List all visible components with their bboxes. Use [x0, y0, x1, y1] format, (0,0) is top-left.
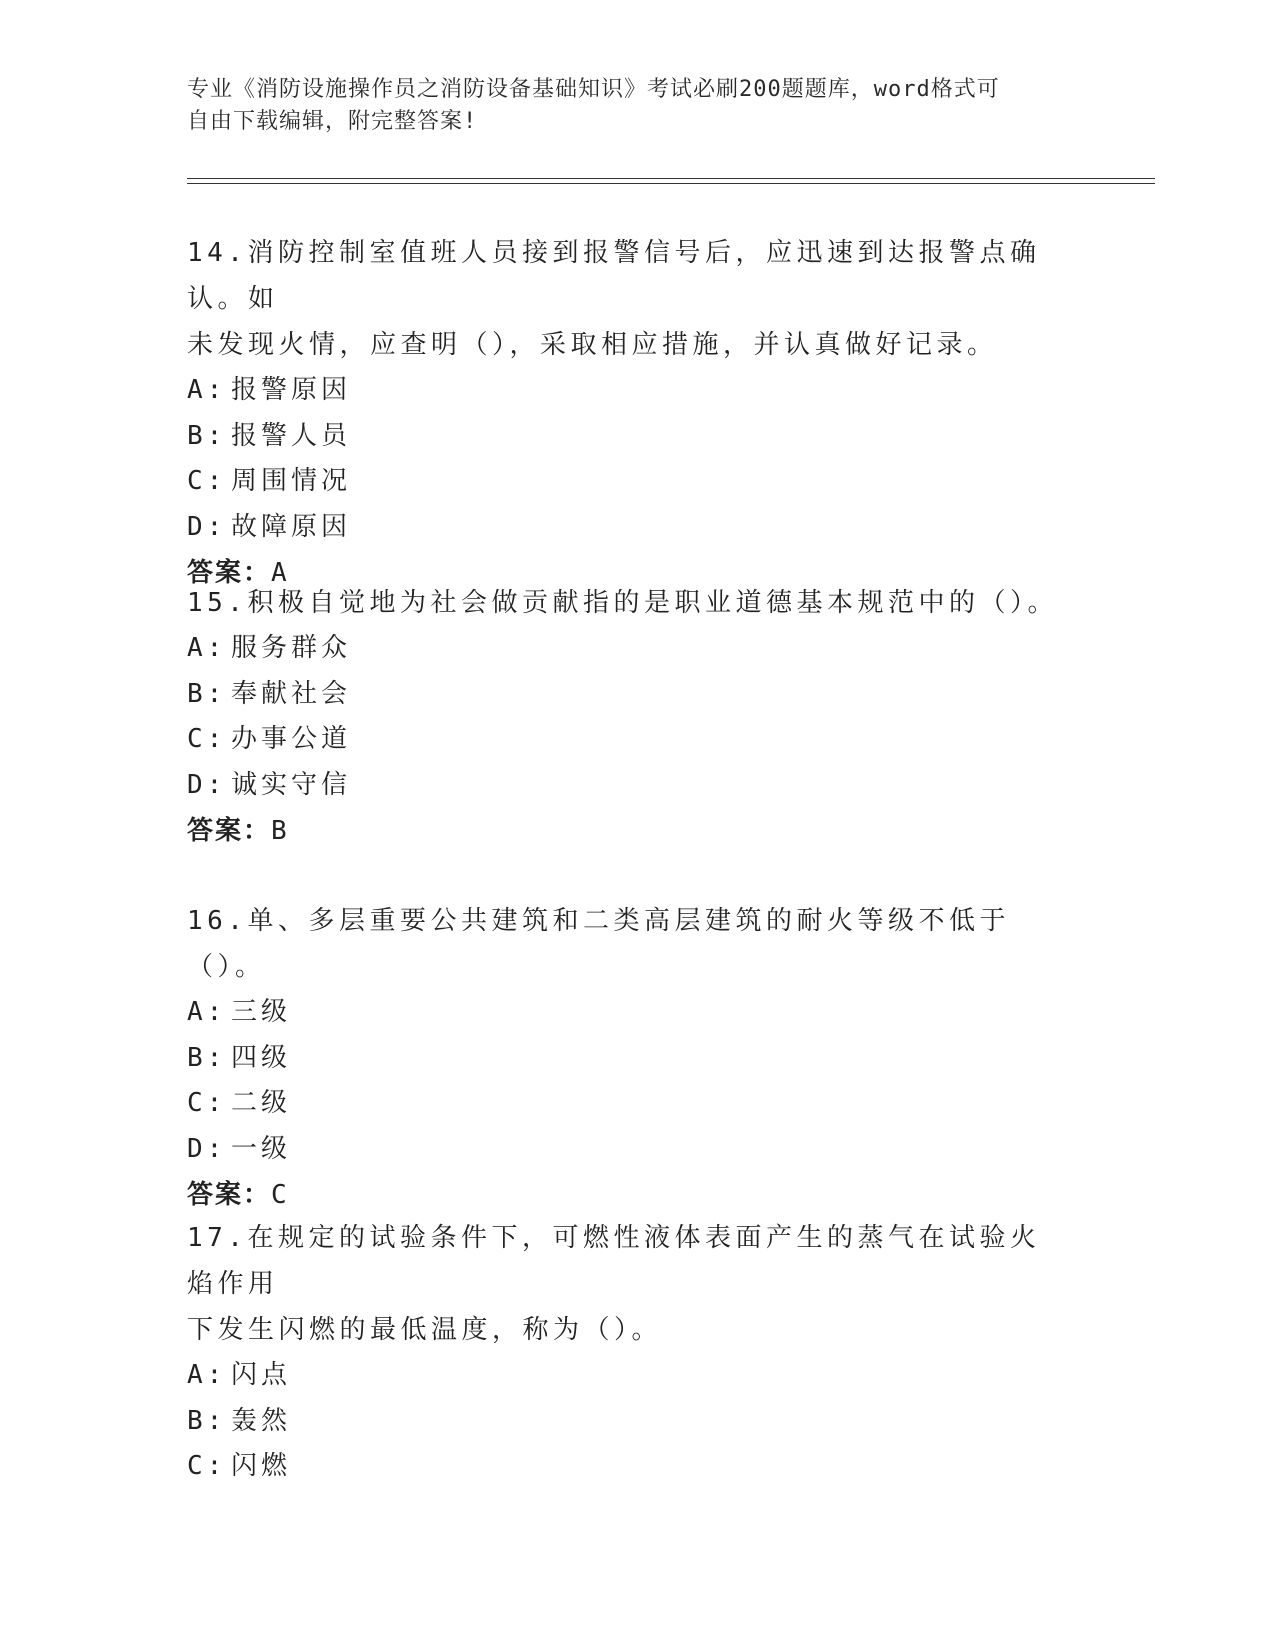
option-a	[187, 626, 1067, 672]
option-key: D:	[187, 1133, 227, 1164]
question-16	[187, 898, 1067, 1218]
answer-label: 答案：	[187, 816, 272, 846]
option-text: 三级	[231, 997, 292, 1027]
option-key: B:	[187, 1042, 227, 1073]
option-text: 报警人员	[231, 420, 352, 451]
question-17	[187, 1215, 1067, 1490]
option-c	[187, 717, 1067, 763]
question-15	[187, 580, 1067, 854]
option-key: C:	[187, 1088, 227, 1118]
answer-value: C	[271, 1180, 289, 1210]
option-text: 办事公道	[231, 724, 352, 754]
question-stem-line-2: 未发现火情，应查明（），采取相应措施，并认真做好记录。	[187, 330, 998, 360]
option-key: A:	[187, 997, 227, 1027]
option-b	[187, 414, 1067, 460]
option-text: 奉献社会	[231, 678, 352, 709]
option-text: 闪点	[231, 1360, 292, 1390]
option-text: 服务群众	[231, 633, 352, 663]
option-key: C:	[187, 724, 227, 754]
option-a	[187, 368, 1067, 414]
header-line-2: 自由下载编辑，附完整答案!	[187, 109, 478, 134]
option-b	[187, 1036, 1067, 1082]
question-stem-line-2: 下发生闪燃的最低温度，称为（）。	[187, 1315, 663, 1345]
option-b	[187, 672, 1067, 718]
option-c	[187, 1081, 1067, 1127]
option-text: 诚实守信	[231, 769, 352, 800]
option-text: 闪燃	[231, 1451, 292, 1481]
question-stem	[187, 580, 1067, 626]
question-stem	[187, 898, 1067, 990]
option-text: 轰然	[231, 1405, 292, 1436]
header-divider-top	[187, 178, 1155, 179]
option-text: 一级	[231, 1133, 292, 1164]
question-stem	[187, 1215, 1067, 1353]
option-c	[187, 1444, 1067, 1490]
option-key: B:	[187, 678, 227, 709]
option-c	[187, 459, 1067, 505]
option-key: C:	[187, 1451, 227, 1481]
question-14	[187, 230, 1067, 596]
answer-label: 答案：	[187, 558, 272, 588]
question-stem	[187, 230, 1067, 368]
option-b	[187, 1399, 1067, 1445]
option-text: 报警原因	[231, 375, 352, 405]
option-text: 二级	[231, 1088, 292, 1118]
option-text: 周围情况	[231, 466, 352, 496]
header-divider-bottom	[187, 183, 1155, 184]
option-d	[187, 763, 1067, 809]
answer-line	[187, 808, 1067, 854]
option-key: A:	[187, 375, 227, 405]
document-header	[187, 74, 1087, 138]
option-key: A:	[187, 1360, 227, 1390]
option-key: A:	[187, 633, 227, 663]
option-d	[187, 505, 1067, 551]
option-key: B:	[187, 420, 227, 451]
option-key: B:	[187, 1405, 227, 1436]
question-stem-line-1: 16.单、多层重要公共建筑和二类高层建筑的耐火等级不低于（）。	[187, 906, 1010, 982]
option-key: D:	[187, 511, 227, 542]
answer-line	[187, 1172, 1067, 1218]
option-text: 故障原因	[231, 511, 352, 542]
option-key: D:	[187, 769, 227, 800]
answer-label: 答案：	[187, 1180, 272, 1210]
header-line-1: 专业《消防设施操作员之消防设备基础知识》考试必刷200题题库，word格式可	[187, 77, 1000, 102]
option-a	[187, 1353, 1067, 1399]
answer-value: B	[271, 816, 289, 846]
question-stem-line-1: 15.积极自觉地为社会做贡献指的是职业道德基本规范中的（）。	[187, 588, 1058, 618]
question-stem-line-1: 17.在规定的试验条件下，可燃性液体表面产生的蒸气在试验火焰作用	[187, 1223, 1041, 1299]
option-d	[187, 1127, 1067, 1173]
option-text: 四级	[231, 1042, 292, 1073]
option-a	[187, 990, 1067, 1036]
option-key: C:	[187, 466, 227, 496]
question-stem-line-1: 14.消防控制室值班人员接到报警信号后，应迅速到达报警点确认。如	[187, 238, 1041, 314]
answer-value: A	[271, 558, 289, 588]
